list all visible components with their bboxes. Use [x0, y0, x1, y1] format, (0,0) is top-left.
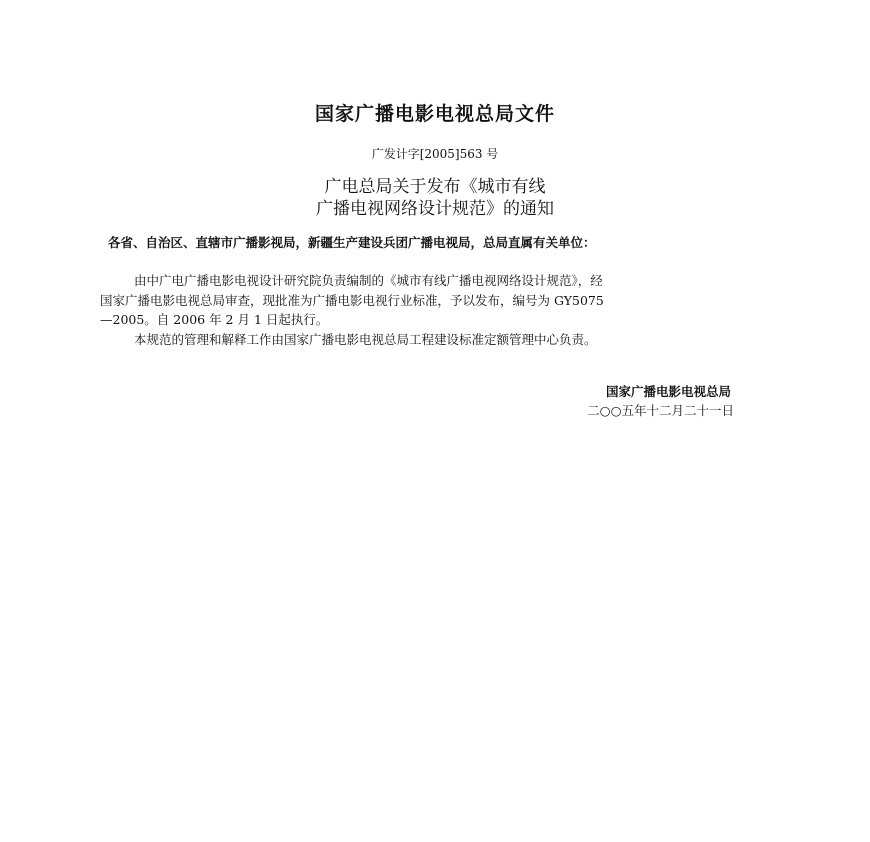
notice-title-line: 广播电视网络设计规范》的通知 — [316, 199, 554, 219]
document-number: 广发计字[2005]563 号 — [371, 147, 499, 161]
notice-body — [100, 271, 740, 349]
body-line: 由中广电广播电影电视设计研究院负责编制的《城市有线广播电视网络设计规范》，经 — [134, 273, 603, 288]
document-heading: 国家广播电影电视总局文件 — [314, 103, 555, 125]
body-line: 本规范的管理和解释工作由国家广播电影电视总局工程建设标准定额管理中心负责。 — [134, 331, 597, 347]
signature-organization: 国家广播电影电视总局 — [605, 384, 731, 399]
notice-title-line: 广电总局关于发布《城市有线 — [324, 177, 546, 197]
body-line: —2005。自 2006 年 2 月 1 日起执行。 — [100, 312, 329, 327]
body-line: 国家广播电影电视总局审查，现批准为广播电影电视行业标准，予以发布，编号为 GY5075 — [100, 292, 604, 308]
signature-date: 二○○五年十二月二十一日 — [587, 403, 734, 418]
notice-title — [0, 176, 870, 220]
signature-block — [540, 382, 734, 421]
addressee-line: 各省、自治区、直辖市广播影视局，新疆生产建设兵团广播电视局，总局直属有关单位： — [108, 235, 596, 250]
